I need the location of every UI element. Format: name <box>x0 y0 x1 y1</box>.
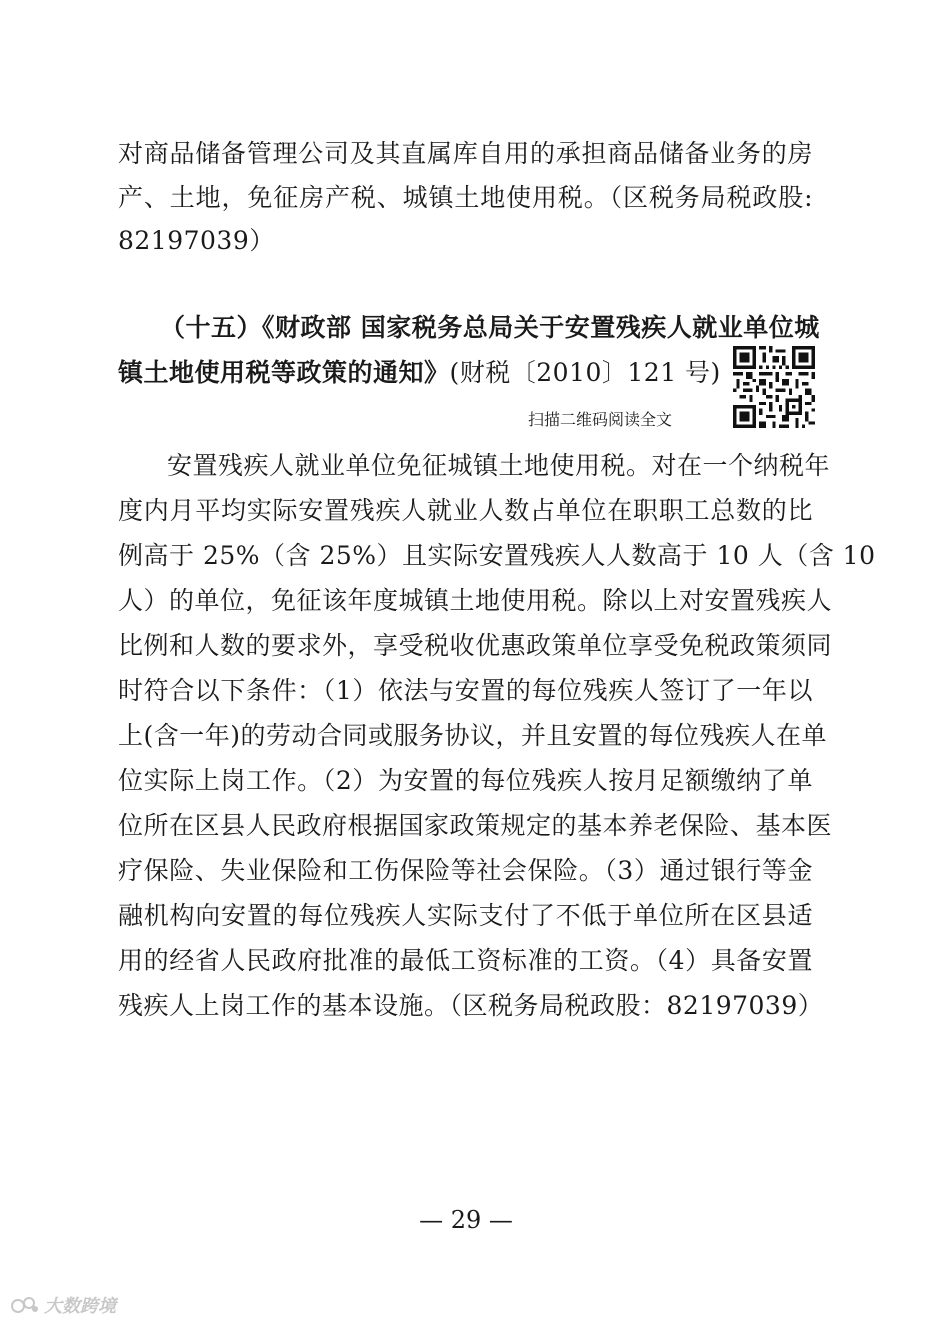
text-line: 残疾人上岗工作的基本设施。（区税务局税政股：82197039） <box>118 991 824 1020</box>
text-line: 安置残疾人就业单位免征城镇土地使用税。对在一个纳税年 <box>167 451 831 480</box>
text-line: 比例和人数的要求外，享受税收优惠政策单位享受免税政策须同 <box>118 631 833 660</box>
text-line: 用的经省人民政府批准的最低工资标准的工资。（4）具备安置 <box>118 946 813 975</box>
document-number: (财税〔2010〕121 号) <box>449 358 721 387</box>
heading-line <box>118 355 721 391</box>
watermark <box>10 1293 116 1317</box>
text-line: 产、土地，免征房产税、城镇土地使用税。（区税务局税政股: <box>118 183 813 212</box>
text-line: 例高于 25%（含 25%）且实际安置残疾人人数高于 10 人（含 10 <box>118 541 876 570</box>
text-line: 度内月平均实际安置残疾人就业人数占单位在职职工总数的比 <box>118 496 813 525</box>
watermark-text: 大数跨境 <box>44 1296 116 1317</box>
qr-code-icon[interactable] <box>733 346 815 428</box>
watermark-logo-icon <box>10 1295 40 1315</box>
text-line: 对商品储备管理公司及其直属库自用的承担商品储备业务的房 <box>118 139 813 168</box>
qr-caption: 扫描二维码阅读全文 <box>528 410 673 429</box>
page-number: — 29 — <box>419 1206 513 1234</box>
heading-line: （十五）《财政部 国家税务总局关于安置残疾人就业单位城 <box>160 313 820 342</box>
text-line: 人）的单位，免征该年度城镇土地使用税。除以上对安置残疾人 <box>118 586 833 615</box>
text-line: 疗保险、失业保险和工伤保险等社会保险。（3）通过银行等金 <box>118 856 813 885</box>
text-line: 融机构向安置的每位残疾人实际支付了不低于单位所在区县适 <box>118 901 813 930</box>
text-line: 时符合以下条件：（1）依法与安置的每位残疾人签订了一年以 <box>118 676 813 705</box>
heading-title-tail: 镇土地使用税等政策的通知》 <box>118 358 450 387</box>
text-line: 82197039） <box>118 226 275 255</box>
text-line: 位实际上岗工作。（2）为安置的每位残疾人按月足额缴纳了单 <box>118 766 813 795</box>
text-line: 上(含一年)的劳动合同或服务协议，并且安置的每位残疾人在单 <box>118 721 828 750</box>
text-line: 位所在区县人民政府根据国家政策规定的基本养老保险、基本医 <box>118 811 833 840</box>
